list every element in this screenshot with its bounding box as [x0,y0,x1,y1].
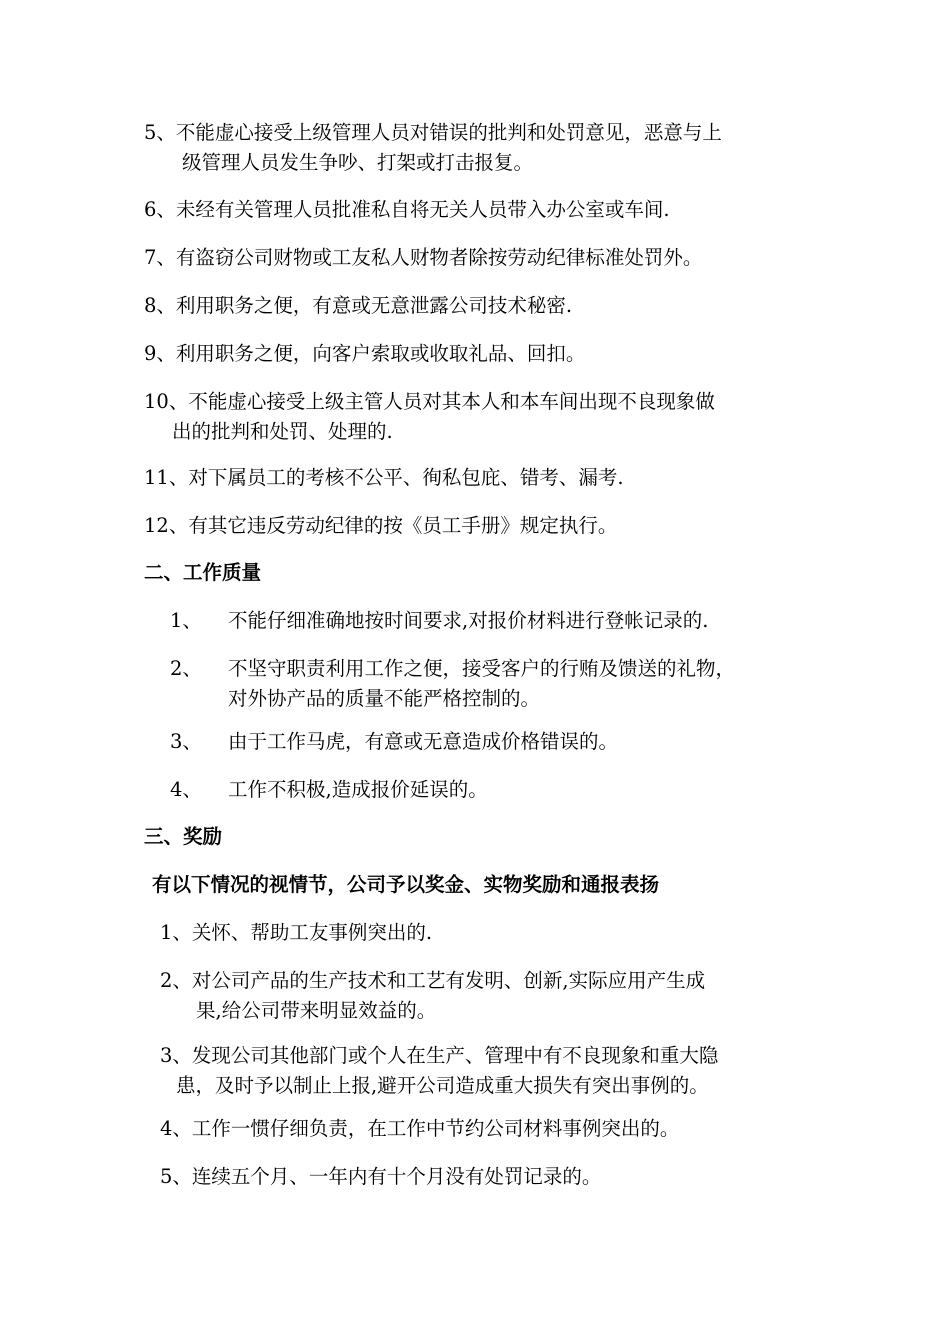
item-text: 不能虚心接受上级主管人员对其本人和本车间出现不良现象做 [188,390,715,413]
item-text: 对公司产品的生产技术和工艺有发明、创新,实际应用产生成 [191,969,706,992]
item-text-continued: 对外协产品的质量不能严格控制的。 [228,687,541,710]
item-text: 连续五个月、一年内有十个月没有处罚记录的。 [191,1165,602,1188]
quality-item [144,775,814,805]
item-number: 3、 [170,730,202,753]
penalty-item [144,463,814,493]
item-text: 不能仔细准确地按时间要求,对报价材料进行登帐记录的. [228,609,709,632]
penalty-item [144,387,814,447]
reward-item [160,1041,830,1101]
penalty-item [144,291,814,321]
item-number: 3、 [160,1044,192,1067]
reward-item [160,1114,830,1144]
reward-item [160,1162,830,1192]
item-number: 10、 [144,390,189,413]
quality-item [144,727,814,757]
penalty-item [144,339,814,369]
item-text: 对下属员工的考核不公平、徇私包庇、错考、漏考. [188,466,624,489]
item-number: 9、 [144,342,176,365]
item-text: 有盗窃公司财物或工友私人财物者除按劳动纪律标准处罚外。 [175,246,703,269]
section-heading-rewards: 三、奖励 [144,825,223,848]
penalty-item [144,118,814,178]
item-text: 不坚守职责利用工作之便，接受客户的行贿及馈送的礼物， [228,657,736,680]
item-text: 工作不积极,造成报价延误的。 [228,778,488,801]
item-text: 工作一惯仔细负责，在工作中节约公司材料事例突出的。 [191,1117,680,1140]
item-number: 5、 [144,121,176,144]
item-number: 11、 [144,466,189,489]
item-text: 利用职务之便，向客户索取或收取礼品、回扣。 [175,342,586,365]
item-number: 2、 [170,657,202,680]
item-number: 5、 [160,1165,192,1188]
item-number: 4、 [160,1117,192,1140]
item-number: 1、 [160,921,192,944]
item-number: 2、 [160,969,192,992]
item-text: 不能虚心接受上级管理人员对错误的批判和处罚意见，恶意与上 [175,121,722,144]
item-text-continued: 出的批判和处罚、处理的. [172,420,393,443]
penalty-item [144,195,814,225]
item-number: 4、 [170,778,202,801]
section-heading-work-quality: 二、工作质量 [144,561,262,584]
item-text-continued: 级管理人员发生争吵、打架或打击报复。 [182,151,534,174]
item-text: 由于工作马虎，有意或无意造成价格错误的。 [228,730,619,753]
quality-item [144,606,814,636]
item-number: 8、 [144,294,176,317]
rewards-intro: 有以下情况的视情节，公司予以奖金、实物奖励和通报表扬 [152,873,660,896]
item-text: 未经有关管理人员批准私自将无关人员带入办公室或车间. [175,198,670,221]
penalty-item [144,511,814,541]
quality-item [144,654,814,714]
item-number: 7、 [144,246,176,269]
item-text-continued: 患，及时予以制止上报,避开公司造成重大损失有突出事例的。 [176,1074,709,1097]
item-text: 关怀、帮助工友事例突出的. [191,921,433,944]
item-text-continued: 果,给公司带来明显效益的。 [196,999,437,1022]
item-number: 12、 [144,514,189,537]
item-text: 利用职务之便，有意或无意泄露公司技术秘密. [175,294,573,317]
item-text: 有其它违反劳动纪律的按《员工手册》规定执行。 [188,514,618,537]
penalty-item [144,243,814,273]
reward-item [160,966,830,1026]
reward-item [160,918,830,948]
item-number: 6、 [144,198,176,221]
item-number: 1、 [170,609,202,632]
item-text: 发现公司其他部门或个人在生产、管理中有不良现象和重大隐 [191,1044,719,1067]
